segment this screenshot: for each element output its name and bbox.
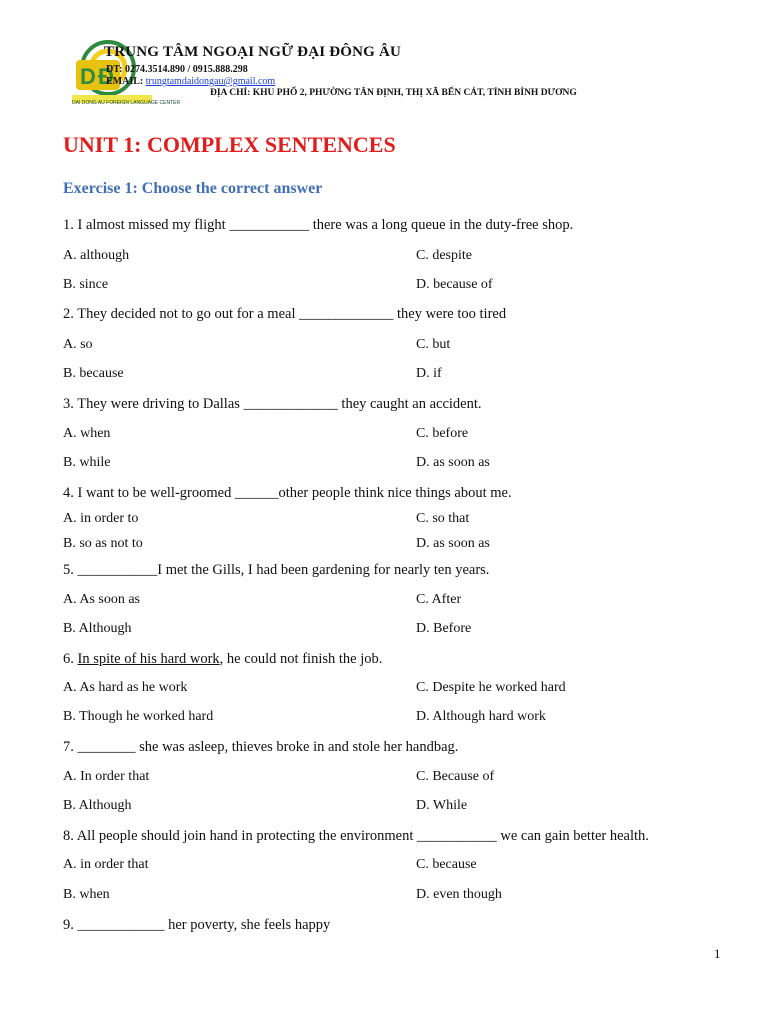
q4-option-c: C. so that — [416, 511, 470, 526]
q7-option-b: B. Although — [63, 798, 132, 813]
q3-option-d: D. as soon as — [416, 455, 490, 470]
q5-option-a: A. As soon as — [63, 592, 141, 607]
q7-option-d: D. While — [416, 798, 468, 813]
question-8: 8. All people should join hand in protecting the environment ___________ we can gain better health. — [63, 828, 649, 844]
q7-option-c: C. Because of — [416, 769, 495, 784]
q7-option-a: A. In order that — [63, 769, 150, 784]
q6-prefix: 6. — [63, 651, 78, 667]
email-line — [106, 76, 275, 87]
q1-option-b: B. since — [63, 277, 109, 292]
svg-text:Đ: Đ — [98, 64, 114, 89]
q1-option-c: C. despite — [416, 248, 472, 263]
q3-option-c: C. before — [416, 426, 469, 441]
q4-option-a: A. in order to — [63, 511, 139, 526]
question-5: 5. ___________I met the Gills, I had been gardening for nearly ten years. — [63, 562, 490, 578]
q6-option-d: D. Although hard work — [416, 709, 546, 724]
q2-option-d: D. if — [416, 366, 442, 381]
q6-underlined-phrase: In spite of his hard work — [77, 651, 220, 667]
q4-option-d: D. as soon as — [416, 536, 490, 551]
q8-option-a: A. in order that — [63, 857, 149, 872]
q8-option-c: C. because — [416, 857, 477, 872]
q6-option-b: B. Though he worked hard — [63, 709, 214, 724]
q8-option-d: D. even though — [416, 887, 502, 902]
q2-option-c: C. but — [416, 337, 451, 352]
q6-option-c: C. Despite he worked hard — [416, 680, 566, 695]
q5-option-d: D. Before — [416, 621, 472, 636]
phone-line: ĐT: 0274.3514.890 / 0915.888.298 — [106, 64, 248, 75]
q8-option-b: B. when — [63, 887, 110, 902]
unit-title: UNIT 1: COMPLEX SENTENCES — [63, 132, 396, 157]
q2-option-a: A. so — [63, 337, 93, 352]
q5-option-b: B. Although — [63, 621, 132, 636]
logo-caption: DAI DONG AU FOREIGN LANGUAGE CENTER — [72, 100, 181, 106]
q2-option-b: B. because — [63, 366, 124, 381]
q3-option-b: B. while — [63, 455, 111, 470]
q1-option-a: A. although — [63, 248, 130, 263]
question-1: 1. I almost missed my flight ___________ there was a long queue in the duty-free shop. — [63, 217, 574, 233]
page-number: 1 — [714, 946, 721, 961]
q6-suffix: , he could not finish the job. — [219, 651, 383, 667]
q5-option-c: C. After — [416, 592, 462, 607]
email-link[interactable]: trungtamdaidongau@gmail.com — [145, 76, 276, 87]
question-6 — [63, 651, 382, 668]
email-label: EMAIL: — [106, 76, 144, 87]
question-3: 3. They were driving to Dallas _____________ they caught an accident. — [63, 396, 482, 412]
exercise-title: Exercise 1: Choose the correct answer — [63, 180, 323, 197]
q6-option-a: A. As hard as he work — [63, 680, 188, 695]
question-4: 4. I want to be well-groomed ______other people think nice things about me. — [63, 485, 512, 501]
question-9: 9. ____________ her poverty, she feels happy — [63, 917, 331, 933]
center-name: TRUNG TÂM NGOẠI NGỮ ĐẠI ĐÔNG ÂU — [104, 44, 402, 60]
question-2: 2. They decided not to go out for a meal _____________ they were too tired — [63, 306, 507, 322]
svg-text:D: D — [80, 64, 96, 89]
q3-option-a: A. when — [63, 426, 111, 441]
q4-option-b: B. so as not to — [63, 536, 143, 551]
question-7: 7. ________ she was asleep, thieves broke in and stole her handbag. — [63, 739, 459, 755]
q1-option-d: D. because of — [416, 277, 493, 292]
address-line: ĐỊA CHỈ: KHU PHỐ 2, PHƯỜNG TÂN ĐỊNH, THỊ XÃ BẾN CÁT, TỈNH BÌNH DƯƠNG — [210, 88, 577, 98]
